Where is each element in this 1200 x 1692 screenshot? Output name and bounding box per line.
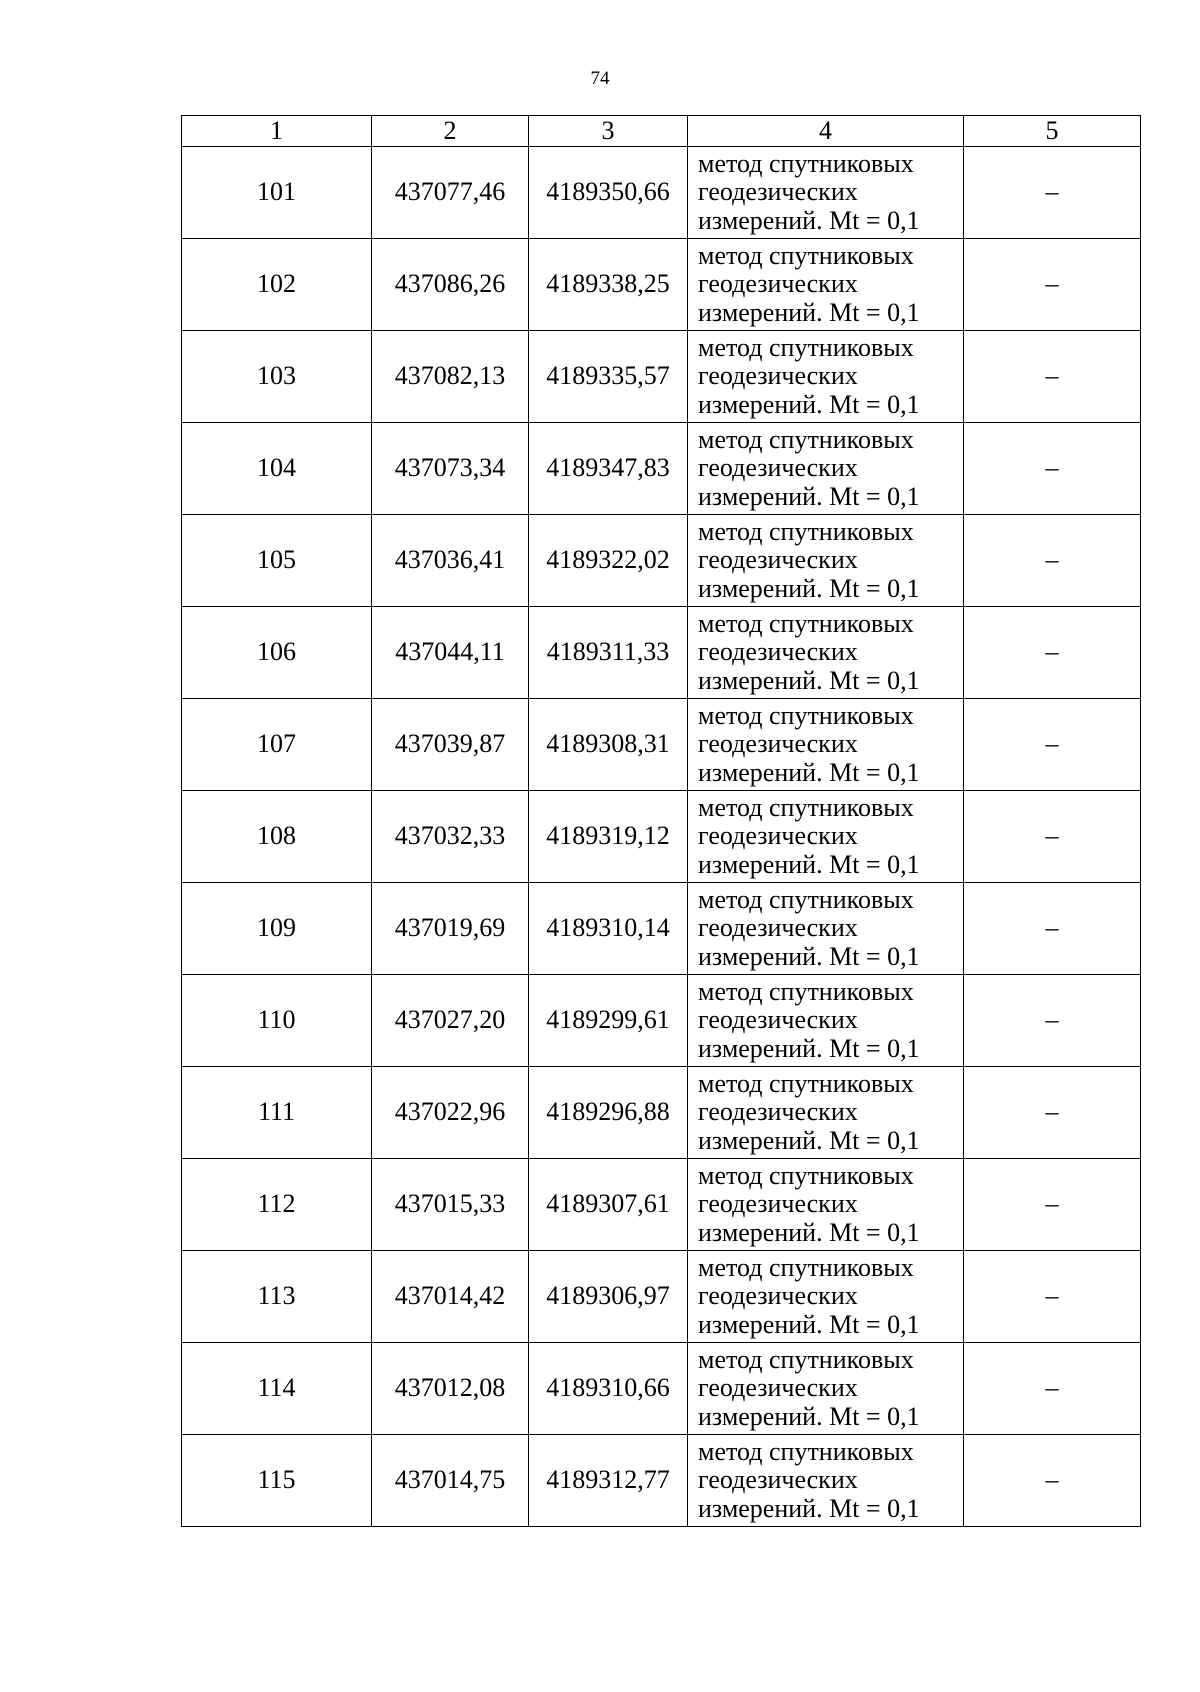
method-text-line: метод спутниковых — [698, 700, 914, 730]
dash-cell: – — [964, 883, 1141, 975]
method-text-line: метод спутниковых — [698, 332, 914, 362]
x-coordinate-cell: 437073,34 — [372, 423, 529, 515]
column-header-4: 4 — [688, 116, 964, 147]
y-coordinate-cell: 4189319,12 — [529, 791, 688, 883]
y-coordinate-cell: 4189312,77 — [529, 1435, 688, 1527]
method-text-line: геодезических — [698, 361, 858, 391]
method-text-line: геодезических — [698, 453, 858, 483]
method-text-line: метод спутниковых — [698, 424, 914, 454]
method-text-line: геодезических — [698, 1005, 858, 1035]
y-coordinate-cell: 4189350,66 — [529, 147, 688, 239]
method-text-line: измерений. Mt = 0,1 — [698, 573, 920, 603]
table-row — [182, 791, 1141, 883]
y-coordinate-cell: 4189338,25 — [529, 239, 688, 331]
point-number-cell: 109 — [182, 883, 372, 975]
method-text-line: геодезических — [698, 1465, 858, 1495]
method-text-line: метод спутниковых — [698, 608, 914, 638]
point-number-cell: 105 — [182, 515, 372, 607]
point-number-cell: 103 — [182, 331, 372, 423]
method-text-line: измерений. Mt = 0,1 — [698, 941, 920, 971]
method-text-line: измерений. Mt = 0,1 — [698, 1125, 920, 1155]
method-text-line: геодезических — [698, 729, 858, 759]
method-text-line: измерений. Mt = 0,1 — [698, 481, 920, 511]
table-row — [182, 699, 1141, 791]
point-number-cell: 111 — [182, 1067, 372, 1159]
dash-cell: – — [964, 699, 1141, 791]
method-text-line: измерений. Mt = 0,1 — [698, 1309, 920, 1339]
method-cell — [688, 791, 964, 883]
column-header-2: 2 — [372, 116, 529, 147]
table-row — [182, 1067, 1141, 1159]
x-coordinate-cell: 437015,33 — [372, 1159, 529, 1251]
table-row — [182, 1251, 1141, 1343]
table-row — [182, 883, 1141, 975]
method-cell — [688, 423, 964, 515]
method-cell — [688, 1343, 964, 1435]
method-text-line: метод спутниковых — [698, 976, 914, 1006]
x-coordinate-cell: 437044,11 — [372, 607, 529, 699]
page-number: 74 — [590, 68, 610, 89]
method-text-line: геодезических — [698, 545, 858, 575]
y-coordinate-cell: 4189322,02 — [529, 515, 688, 607]
dash-cell: – — [964, 515, 1141, 607]
point-number-cell: 101 — [182, 147, 372, 239]
y-coordinate-cell: 4189299,61 — [529, 975, 688, 1067]
method-cell — [688, 883, 964, 975]
x-coordinate-cell: 437039,87 — [372, 699, 529, 791]
y-coordinate-cell: 4189347,83 — [529, 423, 688, 515]
method-text-line: измерений. Mt = 0,1 — [698, 1217, 920, 1247]
method-text-line: метод спутниковых — [698, 1252, 914, 1282]
point-number-cell: 106 — [182, 607, 372, 699]
table-row — [182, 607, 1141, 699]
method-text-line: геодезических — [698, 177, 858, 207]
method-text-line: метод спутниковых — [698, 240, 914, 270]
method-text-line: измерений. Mt = 0,1 — [698, 389, 920, 419]
method-text-line: измерений. Mt = 0,1 — [698, 297, 920, 327]
column-header-1: 1 — [182, 116, 372, 147]
dash-cell: – — [964, 331, 1141, 423]
dash-cell: – — [964, 147, 1141, 239]
method-cell — [688, 1159, 964, 1251]
dash-cell: – — [964, 1251, 1141, 1343]
method-text-line: измерений. Mt = 0,1 — [698, 665, 920, 695]
method-cell — [688, 1251, 964, 1343]
method-text-line: измерений. Mt = 0,1 — [698, 757, 920, 787]
method-text-line: измерений. Mt = 0,1 — [698, 1401, 920, 1431]
method-text-line: измерений. Mt = 0,1 — [698, 205, 920, 235]
method-text-line: измерений. Mt = 0,1 — [698, 1033, 920, 1063]
dash-cell: – — [964, 607, 1141, 699]
method-text-line: метод спутниковых — [698, 148, 914, 178]
method-text-line: метод спутниковых — [698, 1160, 914, 1190]
x-coordinate-cell: 437086,26 — [372, 239, 529, 331]
table-row — [182, 975, 1141, 1067]
method-cell — [688, 975, 964, 1067]
table-row — [182, 1435, 1141, 1527]
table-header-row — [182, 116, 1141, 147]
point-number-cell: 108 — [182, 791, 372, 883]
method-text-line: метод спутниковых — [698, 792, 914, 822]
dash-cell: – — [964, 975, 1141, 1067]
x-coordinate-cell: 437019,69 — [372, 883, 529, 975]
method-text-line: метод спутниковых — [698, 516, 914, 546]
x-coordinate-cell: 437012,08 — [372, 1343, 529, 1435]
table-row — [182, 239, 1141, 331]
dash-cell: – — [964, 239, 1141, 331]
x-coordinate-cell: 437082,13 — [372, 331, 529, 423]
method-text-line: метод спутниковых — [698, 1436, 914, 1466]
dash-cell: – — [964, 1159, 1141, 1251]
y-coordinate-cell: 4189296,88 — [529, 1067, 688, 1159]
method-cell — [688, 331, 964, 423]
method-cell — [688, 1435, 964, 1527]
y-coordinate-cell: 4189335,57 — [529, 331, 688, 423]
method-text-line: измерений. Mt = 0,1 — [698, 849, 920, 879]
point-number-cell: 104 — [182, 423, 372, 515]
method-cell — [688, 239, 964, 331]
x-coordinate-cell: 437036,41 — [372, 515, 529, 607]
dash-cell: – — [964, 1343, 1141, 1435]
dash-cell: – — [964, 791, 1141, 883]
dash-cell: – — [964, 1067, 1141, 1159]
point-number-cell: 113 — [182, 1251, 372, 1343]
point-number-cell: 102 — [182, 239, 372, 331]
column-header-5: 5 — [964, 116, 1141, 147]
point-number-cell: 114 — [182, 1343, 372, 1435]
table-row — [182, 423, 1141, 515]
method-text-line: геодезических — [698, 1189, 858, 1219]
method-text-line: метод спутниковых — [698, 884, 914, 914]
table-row — [182, 1159, 1141, 1251]
point-number-cell: 112 — [182, 1159, 372, 1251]
column-header-3: 3 — [529, 116, 688, 147]
point-number-cell: 115 — [182, 1435, 372, 1527]
y-coordinate-cell: 4189311,33 — [529, 607, 688, 699]
x-coordinate-cell: 437022,96 — [372, 1067, 529, 1159]
x-coordinate-cell: 437014,42 — [372, 1251, 529, 1343]
y-coordinate-cell: 4189310,66 — [529, 1343, 688, 1435]
method-cell — [688, 1067, 964, 1159]
method-text-line: метод спутниковых — [698, 1344, 914, 1374]
method-text-line: метод спутниковых — [698, 1068, 914, 1098]
method-cell — [688, 699, 964, 791]
point-number-cell: 110 — [182, 975, 372, 1067]
x-coordinate-cell: 437027,20 — [372, 975, 529, 1067]
method-cell — [688, 147, 964, 239]
method-text-line: геодезических — [698, 637, 858, 667]
table-body — [182, 147, 1141, 1527]
table-row — [182, 1343, 1141, 1435]
method-text-line: геодезических — [698, 1281, 858, 1311]
point-number-cell: 107 — [182, 699, 372, 791]
x-coordinate-cell: 437077,46 — [372, 147, 529, 239]
method-cell — [688, 515, 964, 607]
table-row — [182, 515, 1141, 607]
method-text-line: измерений. Mt = 0,1 — [698, 1493, 920, 1523]
method-text-line: геодезических — [698, 1373, 858, 1403]
y-coordinate-cell: 4189307,61 — [529, 1159, 688, 1251]
method-text-line: геодезических — [698, 269, 858, 299]
y-coordinate-cell: 4189306,97 — [529, 1251, 688, 1343]
table-row — [182, 331, 1141, 423]
x-coordinate-cell: 437032,33 — [372, 791, 529, 883]
method-text-line: геодезических — [698, 913, 858, 943]
method-cell — [688, 607, 964, 699]
y-coordinate-cell: 4189310,14 — [529, 883, 688, 975]
dash-cell: – — [964, 1435, 1141, 1527]
x-coordinate-cell: 437014,75 — [372, 1435, 529, 1527]
table-row — [182, 147, 1141, 239]
dash-cell: – — [964, 423, 1141, 515]
method-text-line: геодезических — [698, 821, 858, 851]
y-coordinate-cell: 4189308,31 — [529, 699, 688, 791]
method-text-line: геодезических — [698, 1097, 858, 1127]
coordinates-table — [181, 115, 1141, 1527]
